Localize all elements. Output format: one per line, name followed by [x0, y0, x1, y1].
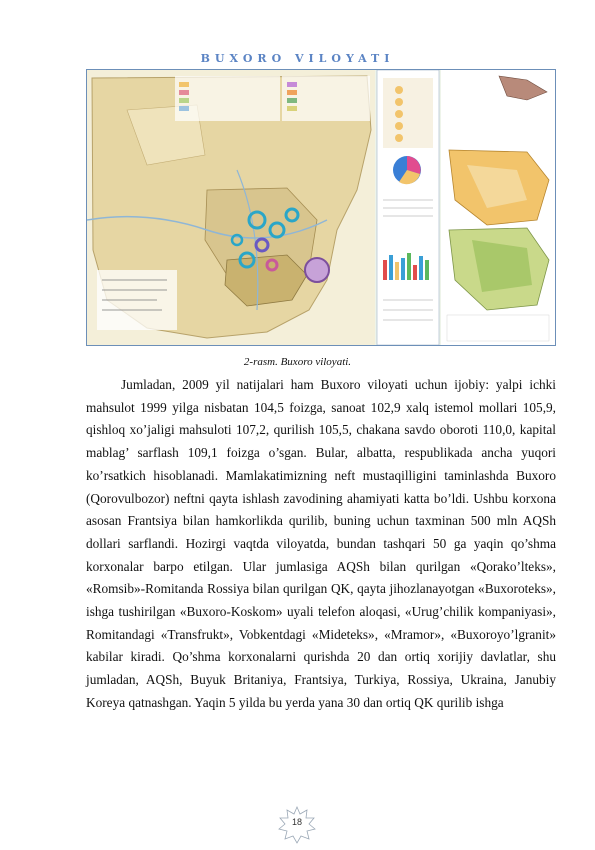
map-title: BUXORO VILOYATI — [200, 52, 395, 65]
region-map-image — [86, 69, 556, 346]
figure-caption: 2-rasm. Buxoro viloyati. — [243, 356, 352, 368]
body-paragraph: Jumladan, 2009 yil natijalari ham Buxoro viloyati uchun ijobiy: yalpi ichki mahsulot 1999 yilga nisbatan 104,5 foizga, sanoat 102,9 xalq istemol mollari 105,9, qishloq xo’jaligi mahsuloti 107,2, qurilish 105,5, chakana savdo oboroti 110,0, kapital mablag’ sarflash 109,1 foizga o’sgan. Bular, albatta, respublikada ancha yuqori ko’rsatkich hisoblanadi. Mamlakatimizning neft mustaqilligini taminlashda Buxoro (Qorovulbozor) neftni qayta ishlash zavodining ahamiyati katta bo’ldi. Ushbu korxona asosan Frantsiya bilan hamkorlikda qurilib, buning uchun taxminan 500 mln AQSh dollari sarflandi. Hozirgi vaqtda viloyatda, bundan tashqari 50 ga yaqin qo’shma korxonalar barpo etilgan. Ular jumlasiga AQSh bilan qurilgan «Qorako’lteks», «Romsib»-Romitanda Rossiya bilan qurilgan QK, qayta jihozlanayotgan «Buxoroteks», ishga tushirilgan «Buxoro-Koskom» uyali telefon aloqasi, «Urug’chilik kompaniyasi», Romitandagi «Transfrukt», Vobkentdagi «Mideteks», «Mramor», «Buxoroyo’lgranit» kabilar kiradi. Qo’shma korxonalarni qurishda 20 dan ortiq xorijiy davlatlar, shu jumladan, AQSh, Buyuk Britaniya, Frantsiya, Turkiya, Rossiya, Ukraina, Janubiy Koreya qatnashgan. Yaqin 5 yilda bu yerda yana 30 dan ortiq QK qurilib ishga — [86, 377, 556, 710]
page-number: 18 — [291, 817, 302, 827]
page-number-badge — [277, 805, 317, 845]
